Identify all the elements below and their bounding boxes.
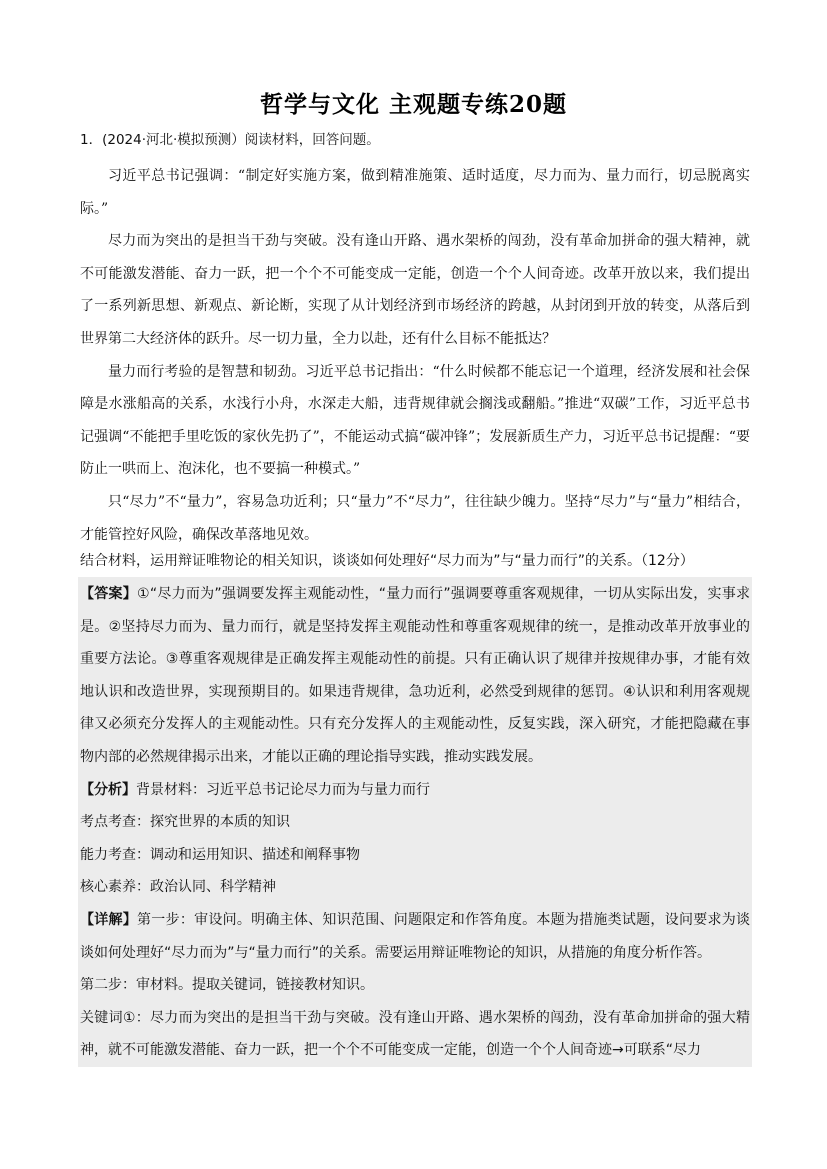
detail-tag: 【详解】 xyxy=(80,911,138,928)
analysis-tag: 【分析】 xyxy=(80,781,136,798)
material-paragraph: 习近平总书记强调：“制定好实施方案，做到精准施策、适时适度，尽力而为、量力而行，切忌脱离实际。” xyxy=(80,168,750,217)
material-paragraph: 尽力而为突出的是担当干劲与突破。没有逢山开路、遇水架桥的闯劲，没有革命加拼命的强大精神，就不可能激发潜能、奋力一跃，把一个个不可能变成一定能，创造一个个人间奇迹。改革开放以来，我们提出了一系列新思想、新观点、新论断，实现了从计划经济到市场经济的跨越，从封闭到开放的转变，从落后到世界第二大经济体的跃升。尽一切力量，全力以赴，还有什么目标不能抵达？ xyxy=(80,233,750,347)
answer-tag: 【答案】 xyxy=(80,586,138,602)
answer-text: ①“尽力而为”强调要发挥主观能动性，“量力而行”强调要尊重客观规律，一切从实际出发，实事求是。②坚持尽力而为、量力而行，就是坚持发挥主观能动性和尊重客观规律的统一，是推动改革开放事业的重要方法论。③尊重客观规律是正确发挥主观能动性的前提。只有正确认识了规律并按规律办事，才能有效地认识和改造世界，实现预期目的。如果违背规律，急功近利，必然受到规律的惩罚。④认识和利用客观规律又必须充分发挥人的主观能动性。只有充分发挥人的主观能动性，反复实践，深入研究，才能把隐藏在事物内部的必然规律揭示出来，才能以正确的理论指导实践，推动实践发展。 xyxy=(80,586,751,765)
answer-section xyxy=(80,578,750,1067)
answer-paragraph xyxy=(80,578,750,774)
exam-point: 考点考查：探究世界的本质的知识 xyxy=(80,814,290,831)
material-paragraph: 量力而行考验的是智慧和韧劲。习近平总书记指出：“什么时候都不能忘记一个道理，经济发展和社会保障是水涨船高的关系，水浅行小舟，水深走大船，违背规律就会搁浅或翻船。”推进“双碳”工作，习近平总书记强调“不能把手里吃饭的家伙先扔了”，不能运动式搞“碳冲锋”；发展新质生产力，习近平总书记提醒：“要防止一哄而上、泡沫化，也不要搞一种模式。” xyxy=(80,363,750,478)
ability-point: 能力考查：调动和运用知识、描述和阐释事物 xyxy=(80,846,360,863)
reading-material xyxy=(80,160,750,551)
analysis-paragraph xyxy=(80,774,750,807)
material-paragraph: 只“尽力”不“量力”，容易急功近利；只“量力”不“尽力”，往往缺少魄力。坚持“尽力”与“量力”相结合，才能管控好风险，确保改革落地见效。 xyxy=(80,493,750,543)
question-header: 1．(2024·河北·模拟预测）阅读材料，回答问题。 xyxy=(80,132,380,148)
question-prompt: 结合材料，运用辩证唯物论的相关知识，谈谈如何处理好“尽力而为”与“量力而行”的关系。（12分） xyxy=(80,553,694,569)
analysis-text: 背景材料：习近平总书记论尽力而为与量力而行 xyxy=(136,781,430,798)
keyword-one: 关键词①：尽力而为突出的是担当干劲与突破。没有逢山开路、遇水架桥的闯劲，没有革命加拼命的强大精神，就不可能激发潜能、奋力一跃，把一个个不可能变成一定能，创造一个个人间奇迹→可联系“尽力 xyxy=(80,1009,750,1059)
detail-paragraph xyxy=(80,904,750,969)
literacy-point: 核心素养：政治认同、科学精神 xyxy=(80,879,276,896)
step-two: 第二步：审材料。提取关键词，链接教材知识。 xyxy=(80,977,374,994)
detail-text: 第一步：审设问。明确主体、知识范围、问题限定和作答角度。本题为措施类试题，设问要求为谈谈如何处理好“尽力而为”与“量力而行”的关系。需要运用辩证唯物论的知识，从措施的角度分析作答。 xyxy=(80,911,751,961)
document-title: 哲学与文化 主观题专练20题 xyxy=(259,91,567,118)
